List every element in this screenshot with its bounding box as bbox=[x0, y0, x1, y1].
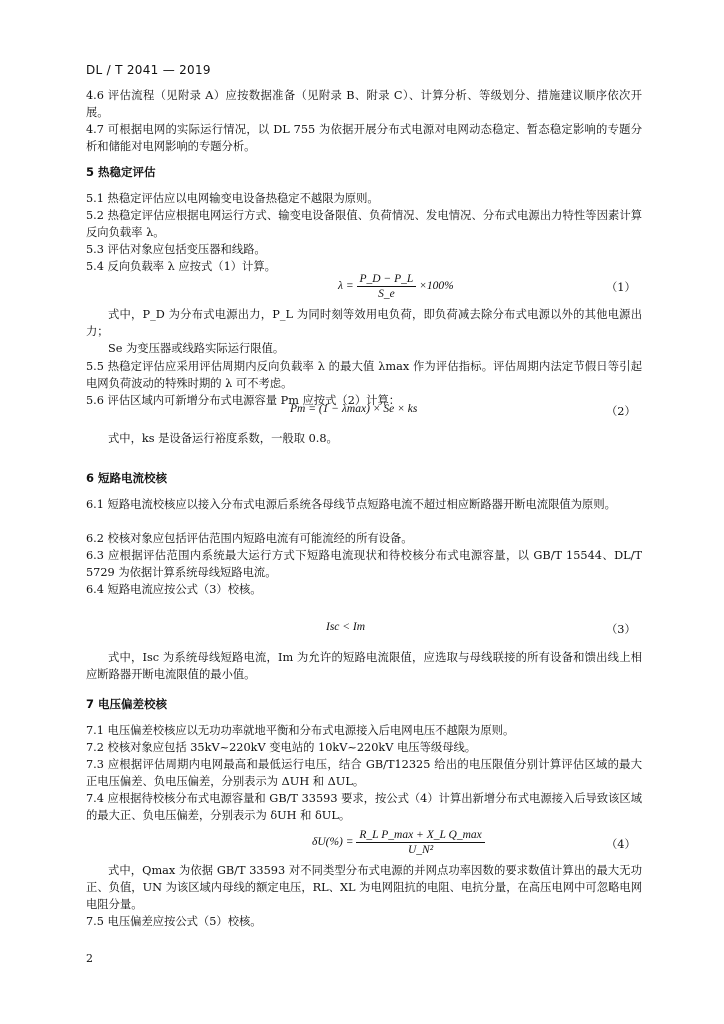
equation-1-number: （1） bbox=[606, 281, 636, 294]
clause-6-4-where: 式中，Isc 为系统母线短路电流，Im 为允许的短路电流限值，应选取与母线联接的所有设备和馈出线上相应断路器开断电流限值的最小值。 bbox=[86, 651, 642, 681]
equation-2-number: （2） bbox=[606, 405, 636, 418]
running-header: DL / T 2041 — 2019 bbox=[86, 63, 211, 77]
clause-6-4: 6.4 短路电流应按公式（3）校核。 bbox=[86, 583, 262, 596]
clause-5-2: 5.2 热稳定评估应根据电网运行方式、输变电设备限值、负荷情况、发电情况、分布式电源出力特性等因素计算反向负载率 λ。 bbox=[86, 209, 642, 239]
equation-4-denominator: U_N² bbox=[407, 844, 434, 856]
section-5-heading: 5 热稳定评估 bbox=[86, 165, 156, 179]
clause-5-3: 5.3 评估对象应包括变压器和线路。 bbox=[86, 243, 266, 256]
equation-4-numerator: R_L P_max + X_L Q_max bbox=[356, 828, 484, 843]
equation-1-numerator: P_D − P_L bbox=[357, 272, 417, 287]
equation-1 bbox=[338, 272, 454, 301]
equation-2: Pm = (1 − λmax) × Se × ks bbox=[290, 403, 418, 415]
clause-7-4: 7.4 应根据待校核分布式电源容量和 GB/T 33593 要求，按公式（4）计算出新增分布式电源接入后导致该区域的最大正、负电压偏差，分别表示为 δUH 和 δUL。 bbox=[86, 792, 643, 822]
clause-5-4-where-2: Se 为变压器或线路实际运行限值。 bbox=[108, 342, 285, 355]
equation-3: Isc < Im bbox=[326, 621, 366, 633]
section-7-heading: 7 电压偏差校核 bbox=[86, 697, 168, 711]
equation-4-fraction bbox=[356, 828, 484, 857]
equation-3-number: （3） bbox=[606, 623, 636, 636]
section-6-heading: 6 短路电流校核 bbox=[86, 471, 168, 485]
clause-4-7: 4.7 可根据电网的实际运行情况，以 DL 755 为依据开展分布式电源对电网动态稳定、暂态稳定影响的专题分析和储能对电网影响的专题分析。 bbox=[86, 123, 642, 153]
equation-1-denominator: S_e bbox=[378, 288, 395, 300]
clause-7-4-where: 式中，Qmax 为依据 GB/T 33593 对不同类型分布式电源的并网点功率因数的要求数值计算出的最大无功正、负值，UN 为该区域内母线的额定电压，RL、XL 为电网阻抗的电阻、电抗分量，在高压电网中可忽略电网电阻分量。 bbox=[86, 864, 642, 911]
clause-6-2: 6.2 校核对象应包括评估范围内短路电流有可能流经的所有设备。 bbox=[86, 532, 413, 545]
clause-5-6: 5.6 评估区域内可新增分布式电源容量 Pm 应按式（2）计算： bbox=[86, 394, 401, 407]
clause-5-4: 5.4 反向负载率 λ 应按式（1）计算。 bbox=[86, 260, 276, 273]
equation-4-number: （4） bbox=[606, 838, 636, 851]
clause-6-3: 6.3 应根据评估范围内系统最大运行方式下短路电流现状和待校核分布式电源容量，以 GB/T 15544、DL/T 5729 为依据计算系统母线短路电流。 bbox=[86, 549, 642, 579]
equation-4-lhs: δU(%) = bbox=[312, 836, 354, 849]
clause-7-2: 7.2 校核对象应包括 35kV~220kV 变电站的 10kV~220kV 电压等级母线。 bbox=[86, 741, 477, 754]
clause-5-1: 5.1 热稳定评估应以电网输变电设备热稳定不越限为原则。 bbox=[86, 192, 379, 205]
clause-5-4-where-1: 式中，P_D 为分布式电源出力，P_L 为同时刻等效用电负荷，即负荷减去除分布式电源以外的其他电源出力； bbox=[86, 308, 642, 338]
clause-5-6-where: 式中，ks 是设备运行裕度系数，一般取 0.8。 bbox=[108, 432, 338, 445]
clause-5-5: 5.5 热稳定评估应采用评估周期内反向负载率 λ 的最大值 λmax 作为评估指标。评估周期内法定节假日等引起电网负荷波动的特殊时期的 λ 可不考虑。 bbox=[86, 360, 642, 390]
clause-7-5: 7.5 电压偏差应按公式（5）校核。 bbox=[86, 915, 262, 928]
clause-6-1: 6.1 短路电流校核应以接入分布式电源后系统各母线节点短路电流不超过相应断路器开断电流限值为原则。 bbox=[86, 498, 616, 511]
equation-4 bbox=[312, 828, 485, 857]
equation-1-tail: ×100% bbox=[419, 280, 454, 293]
clause-7-3: 7.3 应根据评估周期内电网最高和最低运行电压，结合 GB/T12325 给出的电压限值分别计算评估区域的最大正电压偏差、负电压偏差，分别表示为 ΔUH 和 ΔUL。 bbox=[86, 758, 642, 788]
equation-1-fraction bbox=[357, 272, 417, 301]
page-number: 2 bbox=[86, 952, 93, 965]
equation-1-lhs: λ = bbox=[338, 280, 354, 293]
clause-7-1: 7.1 电压偏差校核应以无功功率就地平衡和分布式电源接入后电网电压不越限为原则。 bbox=[86, 724, 515, 737]
clause-4-6: 4.6 评估流程（见附录 A）应按数据准备（见附录 B、附录 C）、计算分析、等级划分、措施建议顺序依次开展。 bbox=[86, 89, 642, 119]
